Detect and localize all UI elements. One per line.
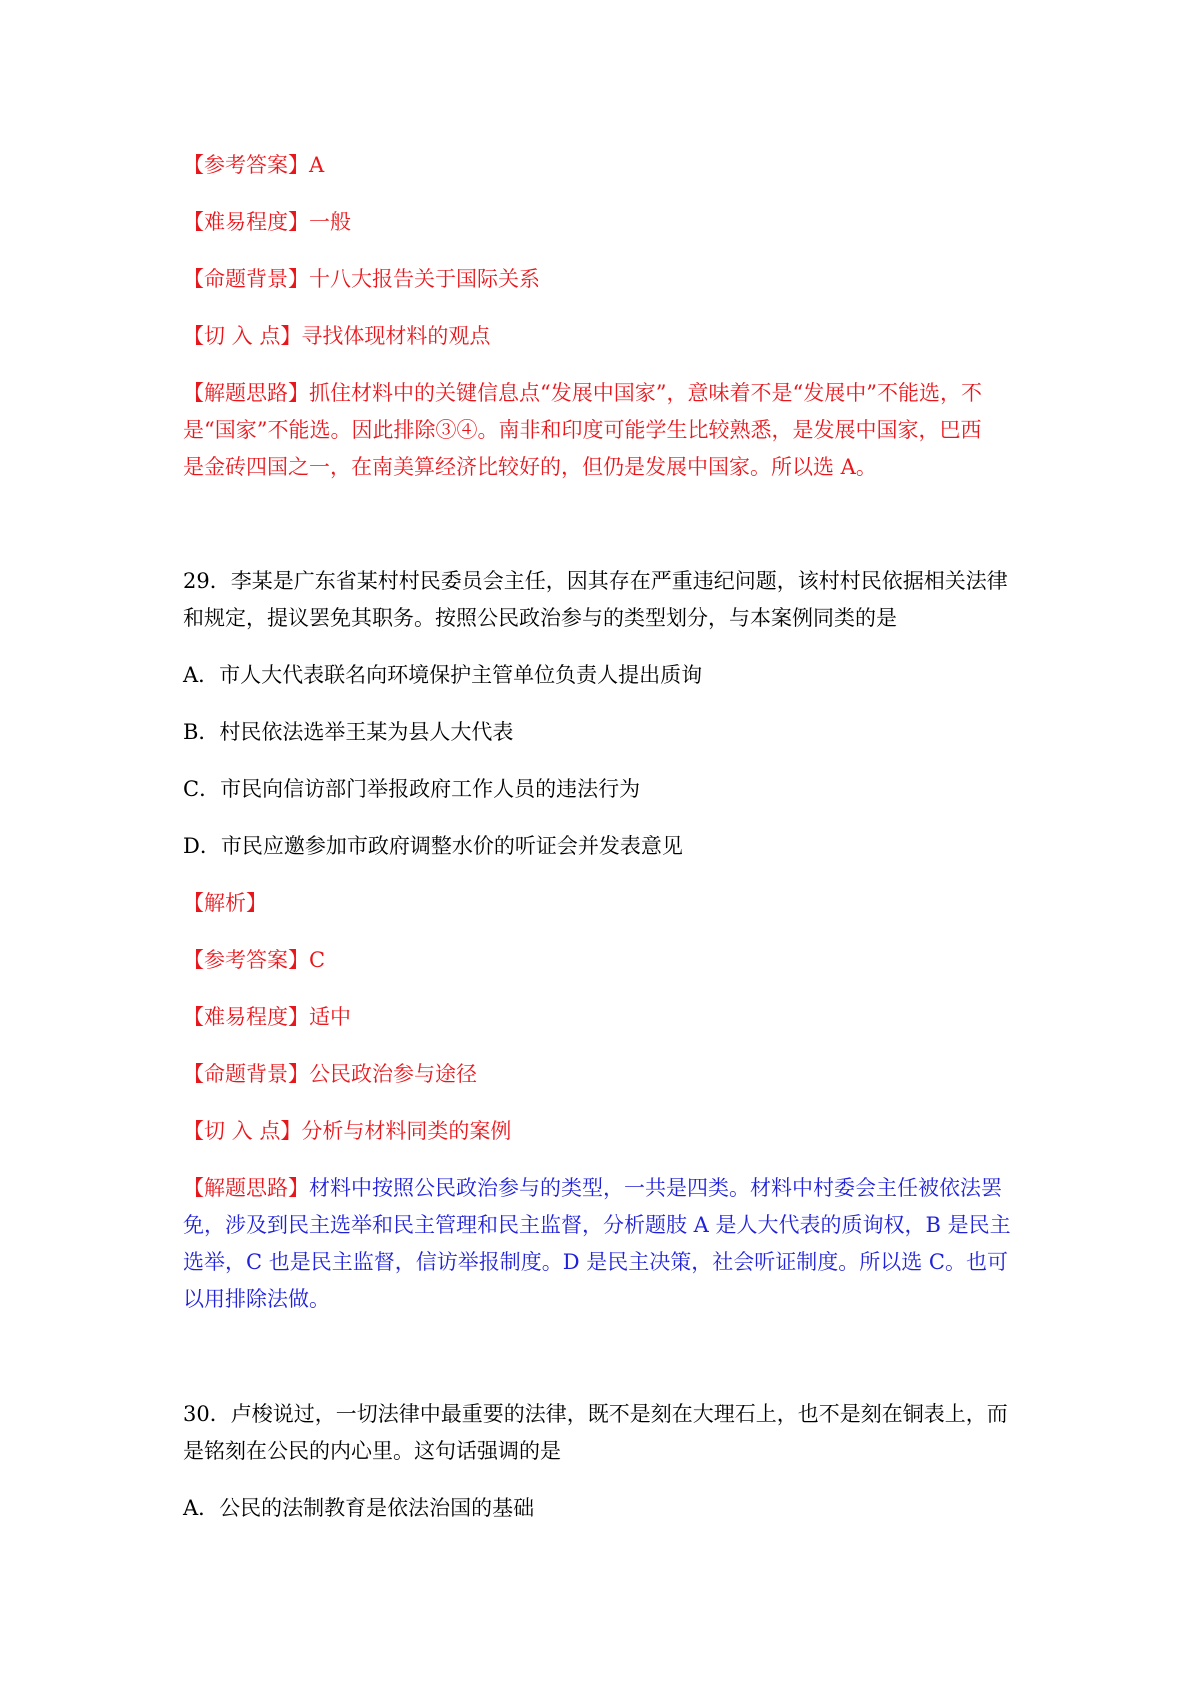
q29-solution-line-3: 选举，C 也是民主监督，信访举报制度。D 是民主决策，社会听证制度。所以选 C。也可 — [183, 1250, 1008, 1274]
q30-stem-line-1: 30．卢梭说过，一切法律中最重要的法律，既不是刻在大理石上，也不是刻在铜表上，而 — [183, 1402, 1008, 1426]
q29-solution-line-2: 免，涉及到民主选举和民主管理和民主监督，分析题肢 A 是人大代表的质询权，B 是民主 — [183, 1213, 1011, 1237]
q29-solution-line-1 — [183, 1169, 1033, 1207]
q29-entry-point: 【切 入 点】分析与材料同类的案例 — [183, 1119, 512, 1143]
q28-solution-line-3: 是金砖四国之一，在南美算经济比较好的，但仍是发展中国家。所以选 A。 — [183, 455, 877, 479]
q28-difficulty: 【难易程度】一般 — [183, 210, 351, 234]
q28-solution-line-2: 是“国家”不能选。因此排除③④。南非和印度可能学生比较熟悉，是发展中国家，巴西 — [183, 418, 982, 442]
q29-option-a: A．市人大代表联名向环境保护主管单位负责人提出质询 — [183, 663, 703, 687]
q29-difficulty: 【难易程度】适中 — [183, 1005, 351, 1029]
q29-solution-line-4: 以用排除法做。 — [183, 1287, 330, 1311]
q28-solution-line-1: 【解题思路】抓住材料中的关键信息点“发展中国家”，意味着不是“发展中”不能选，不 — [183, 381, 982, 405]
q28-entry-point: 【切 入 点】寻找体现材料的观点 — [183, 324, 491, 348]
q29-option-d: D．市民应邀参加市政府调整水价的听证会并发表意见 — [183, 834, 683, 858]
q29-stem-line-1: 29．李某是广东省某村村民委员会主任，因其存在严重违纪问题，该村村民依据相关法律 — [183, 569, 1008, 593]
q30-stem-line-2: 是铭刻在公民的内心里。这句话强调的是 — [183, 1439, 561, 1463]
q29-solution-label: 【解题思路】 — [183, 1176, 309, 1200]
q29-answer: 【参考答案】C — [183, 948, 326, 972]
q29-solution-text: 材料中按照公民政治参与的类型，一共是四类。材料中村委会主任被依法罢 — [309, 1176, 1002, 1200]
q29-stem-line-2: 和规定，提议罢免其职务。按照公民政治参与的类型划分，与本案例同类的是 — [183, 606, 897, 630]
q28-background: 【命题背景】十八大报告关于国际关系 — [183, 267, 540, 291]
q30-option-a: A．公民的法制教育是依法治国的基础 — [183, 1496, 535, 1520]
q29-analysis-label: 【解析】 — [183, 891, 267, 915]
q29-option-b: B．村民依法选举王某为县人大代表 — [183, 720, 514, 744]
q29-background: 【命题背景】公民政治参与途径 — [183, 1062, 477, 1086]
q28-answer: 【参考答案】A — [183, 153, 325, 177]
q29-option-c: C．市民向信访部门举报政府工作人员的违法行为 — [183, 777, 641, 801]
